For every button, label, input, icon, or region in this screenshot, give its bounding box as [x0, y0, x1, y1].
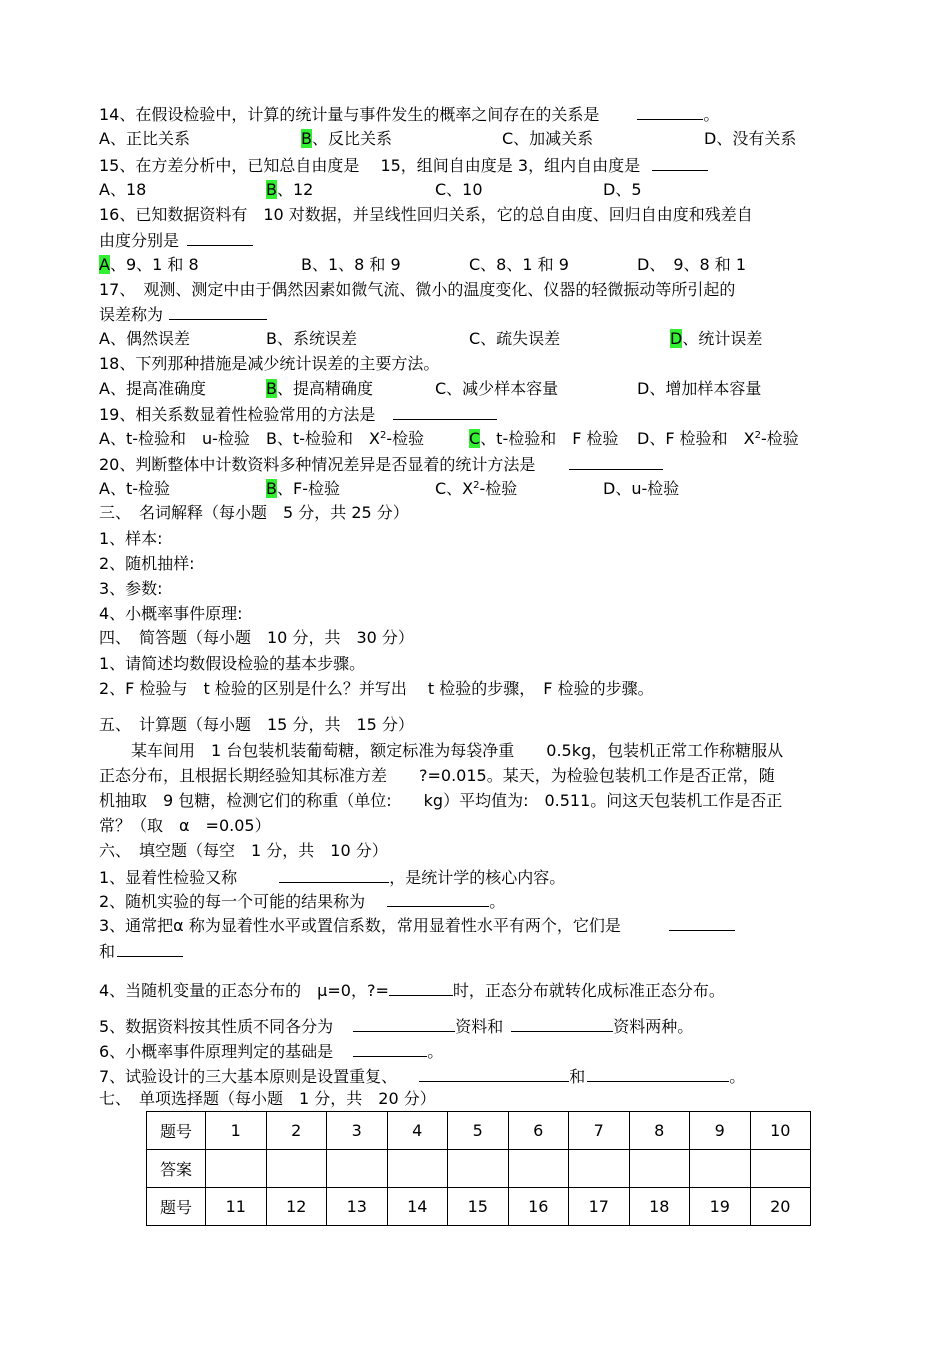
table-row: [147, 1188, 811, 1226]
question-17-stem-line1: 17、 观测、测定中由于偶然因素如微气流、微小的温度变化、仪器的轻微振动等所引起的: [99, 280, 736, 299]
question-number: 4: [387, 1112, 448, 1150]
fill-blank[interactable]: [387, 891, 489, 907]
question-number: 11: [206, 1188, 267, 1226]
answer-cell[interactable]: [629, 1150, 690, 1188]
q16-option-b[interactable]: B、1、8 和 9: [301, 255, 401, 274]
calc-problem-line: 某车间用 1 台包装机装葡萄糖，额定标准为每袋净重 0.5kg，包装机正常工作称糖服从: [99, 741, 784, 760]
q19-option-c[interactable]: C、t-检验和 F 检验: [469, 429, 619, 448]
q14-option-a[interactable]: A、正比关系: [99, 129, 190, 148]
fill-item-2: 2、随机实验的每一个可能的结果称为 。: [99, 892, 506, 911]
fill-blank[interactable]: [389, 980, 453, 996]
question-number: 17: [569, 1188, 630, 1226]
question-16-stem-line1: 16、已知数据资料有 10 对数据，并呈线性回归关系，它的总自由度、回归自由度和残差自: [99, 205, 753, 224]
q15-option-d[interactable]: D、5: [603, 180, 642, 199]
question-number: 3: [327, 1112, 388, 1150]
term-item: 2、随机抽样:: [99, 554, 195, 573]
fill-blank[interactable]: [511, 1016, 613, 1032]
q17-option-b[interactable]: B、系统误差: [266, 329, 357, 348]
q17-option-d[interactable]: D、统计误差: [670, 329, 763, 348]
calc-problem-line: 正态分布，且根据长期经验知其标准方差 ?=0.015。某天，为检验包装机工作是否正常，随: [99, 766, 775, 785]
fill-blank[interactable]: [669, 915, 735, 931]
question-number: 8: [629, 1112, 690, 1150]
row-label: 题号: [147, 1188, 206, 1226]
question-number: 15: [448, 1188, 509, 1226]
table-row: [147, 1112, 811, 1150]
section-3-title: 三、 名词解释（每小题 5 分，共 25 分）: [99, 503, 409, 522]
section-6-title: 六、 填空题（每空 1 分，共 10 分）: [99, 841, 388, 860]
row-label: 答案: [147, 1150, 206, 1188]
q14-option-d[interactable]: D、没有关系: [704, 129, 797, 148]
fill-blank[interactable]: [587, 1066, 729, 1082]
question-number: 7: [569, 1112, 630, 1150]
fill-item-3-line2: 和: [99, 941, 183, 961]
q16-option-d[interactable]: D、 9、8 和 1: [637, 255, 747, 274]
question-20-stem: 20、判断整体中计数资料多种情况差异是否显着的统计方法是: [99, 454, 663, 474]
fill-item-6: 6、小概率事件原理判定的基础是 。: [99, 1042, 444, 1061]
question-number: 16: [508, 1188, 569, 1226]
question-15-stem: 15、在方差分析中，已知总自由度是 15，组间自由度是 3，组内自由度是: [99, 155, 708, 175]
answer-cell[interactable]: [387, 1150, 448, 1188]
q20-option-a[interactable]: A、t-检验: [99, 479, 170, 498]
q16-option-a[interactable]: A、9、1 和 8: [99, 255, 199, 274]
section-5-title: 五、 计算题（每小题 15 分，共 15 分）: [99, 715, 414, 734]
question-number: 13: [327, 1188, 388, 1226]
q17-option-c[interactable]: C、疏失误差: [469, 329, 561, 348]
fill-item-5: 5、数据资料按其性质不同各分为 资料和 资料两种。: [99, 1017, 694, 1036]
section-7-title: 七、 单项选择题（每小题 1 分，共 20 分）: [99, 1089, 436, 1108]
answer-cell[interactable]: [569, 1150, 630, 1188]
fill-item-3: 3、通常把α 称为显着性水平或置信系数，常用显着性水平有两个，它们是: [99, 915, 735, 935]
q15-option-b[interactable]: B、12: [266, 180, 314, 199]
q18-option-d[interactable]: D、增加样本容量: [637, 379, 762, 398]
short-answer-item: 2、F 检验与 t 检验的区别是什么？并写出 t 检验的步骤， F 检验的步骤。: [99, 679, 654, 698]
answer-cell[interactable]: [327, 1150, 388, 1188]
question-number: 14: [387, 1188, 448, 1226]
fill-blank[interactable]: [353, 1041, 427, 1057]
answer-grid: [146, 1111, 811, 1226]
question-16-stem-line2: 由度分别是: [99, 230, 253, 250]
question-17-stem-line2: 误差称为: [99, 304, 267, 324]
question-number: 5: [448, 1112, 509, 1150]
fill-item-1: 1、显着性检验又称 ，是统计学的核心内容。: [99, 868, 566, 887]
fill-blank[interactable]: [419, 1066, 569, 1082]
q15-option-a[interactable]: A、18: [99, 180, 147, 199]
q14-option-c[interactable]: C、加减关系: [502, 129, 594, 148]
q20-option-b[interactable]: B、F-检验: [266, 479, 340, 498]
question-19-stem: 19、相关系数显着性检验常用的方法是: [99, 404, 497, 424]
q17-option-a[interactable]: A、偶然误差: [99, 329, 190, 348]
fill-blank[interactable]: [353, 1016, 455, 1032]
q18-option-c[interactable]: C、减少样本容量: [435, 379, 559, 398]
answer-cell[interactable]: [690, 1150, 751, 1188]
fill-blank[interactable]: [279, 867, 389, 883]
fill-item-4: 4、当随机变量的正态分布的 μ=0，?= 时，正态分布就转化成标准正态分布。: [99, 981, 725, 1000]
question-number: 9: [690, 1112, 751, 1150]
row-label: 题号: [147, 1112, 206, 1150]
question-number: 2: [266, 1112, 327, 1150]
term-item: 3、参数:: [99, 579, 163, 598]
fill-item-7: 7、试验设计的三大基本原则是设置重复、 和 。: [99, 1067, 746, 1086]
q19-option-a[interactable]: A、t-检验和 u-检验: [99, 429, 250, 448]
question-18-stem: 18、下列那种措施是减少统计误差的主要方法。: [99, 354, 440, 373]
q20-option-d[interactable]: D、u-检验: [603, 479, 680, 498]
q19-option-d[interactable]: D、F 检验和 $X^2-$检验: [637, 429, 799, 448]
answer-cell[interactable]: [508, 1150, 569, 1188]
question-number: 6: [508, 1112, 569, 1150]
question-number: 20: [750, 1188, 811, 1226]
q15-option-c[interactable]: C、10: [435, 180, 483, 199]
question-number: 19: [690, 1188, 751, 1226]
answer-cell[interactable]: [266, 1150, 327, 1188]
term-item: 1、样本:: [99, 529, 163, 548]
q19-option-b[interactable]: B、t-检验和 $X^2-$检验: [266, 429, 425, 448]
answer-cell[interactable]: [448, 1150, 509, 1188]
fill-blank[interactable]: [117, 941, 183, 957]
q14-option-b[interactable]: B、反比关系: [301, 129, 392, 148]
q18-option-a[interactable]: A、提高准确度: [99, 379, 206, 398]
term-item: 4、小概率事件原理:: [99, 604, 243, 623]
q16-option-c[interactable]: C、8、1 和 9: [469, 255, 569, 274]
answer-cell[interactable]: [750, 1150, 811, 1188]
short-answer-item: 1、请简述均数假设检验的基本步骤。: [99, 654, 366, 673]
calc-problem-line: 常？（取 α =0.05）: [99, 816, 271, 835]
question-14-stem: 14、在假设检验中，计算的统计量与事件发生的概率之间存在的关系是 。: [99, 105, 720, 124]
question-number: 10: [750, 1112, 811, 1150]
section-4-title: 四、 简答题（每小题 10 分，共 30 分）: [99, 628, 414, 647]
q18-option-b[interactable]: B、提高精确度: [266, 379, 373, 398]
question-number: 12: [266, 1188, 327, 1226]
answer-cell[interactable]: [206, 1150, 267, 1188]
table-row: [147, 1150, 811, 1188]
question-number: 1: [206, 1112, 267, 1150]
question-number: 18: [629, 1188, 690, 1226]
calc-problem-line: 机抽取 9 包糖，检测它们的称重（单位: kg）平均值为: 0.511。问这天包装机工作是否正: [99, 791, 783, 810]
q20-option-c[interactable]: C、$X^2-$检验: [435, 479, 518, 498]
